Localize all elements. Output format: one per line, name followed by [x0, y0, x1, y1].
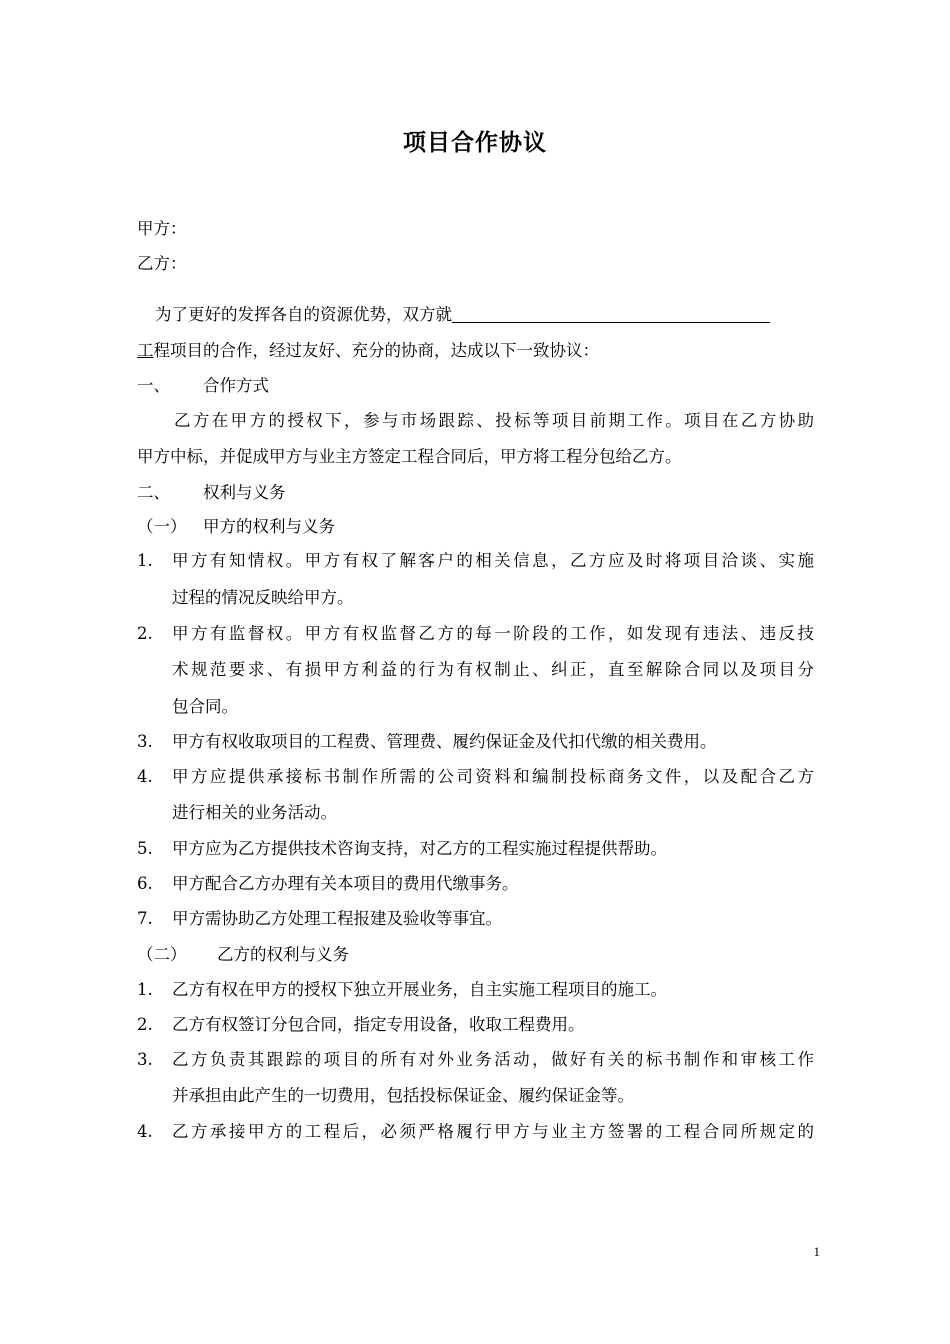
list-item-number: 1.: [137, 980, 153, 999]
list-item-text: 甲方配合乙方办理有关本项目的费用代缴事务。: [172, 874, 519, 893]
section-1-title: 合作方式: [203, 376, 269, 395]
list-item-text: 乙方承接甲方的工程后，必须严格履行甲方与业主方签署的工程合同所规定的: [172, 1122, 814, 1141]
list-item-number: 3.: [137, 1050, 153, 1069]
page-number: 1: [813, 1244, 820, 1259]
list-item-number: 4.: [137, 767, 153, 786]
subsection-1-title: 甲方的权利与义务: [203, 517, 335, 536]
section-1-number: 一、: [137, 376, 170, 395]
section-2-title: 权利与义务: [203, 483, 286, 502]
project-name-blank: [452, 303, 770, 323]
list-item-text: 甲方有权收取项目的工程费、管理费、履约保证金及代扣代缴的相关费用。: [172, 732, 717, 751]
list-item-number: 2.: [137, 624, 153, 643]
intro-paragraph-line1: [155, 303, 770, 326]
intro-text-rest: 程项目的合作，经过友好、充分的协商，达成以下一致协议：: [153, 341, 599, 360]
list-item-number: 7.: [137, 909, 153, 928]
party-a-label: 甲方：: [137, 219, 187, 238]
list-item-text: 甲方应提供承接标书制作所需的公司资料和编制投标商务文件，以及配合乙方: [172, 767, 814, 786]
list-item-text: 甲方需协助乙方处理工程报建及验收等事宜。: [172, 909, 502, 928]
list-item-text: 乙方有权签订分包合同，指定专用设备，收取工程费用。: [172, 1015, 585, 1034]
list-item-text: 甲方应为乙方提供技术咨询支持，对乙方的工程实施过程提供帮助。: [172, 839, 667, 858]
list-item-text: 甲方有监督权。甲方有权监督乙方的每一阶段的工作，如发现有违法、违反技: [172, 624, 814, 643]
list-item-number: 6.: [137, 874, 153, 893]
list-item-number: 2.: [137, 1015, 153, 1034]
section-1-paragraph-line1: 乙方在甲方的授权下，参与市场跟踪、投标等项目前期工作。项目在乙方协助: [174, 411, 814, 430]
intro-text: 为了更好的发挥各自的资源优势，双方就: [155, 305, 452, 324]
list-item-text: 乙方负责其跟踪的项目的所有对外业务活动，做好有关的标书制作和审核工作: [172, 1050, 814, 1069]
list-item-text: 包合同。: [172, 697, 238, 716]
document-title: 项目合作协议: [403, 129, 547, 156]
list-item-text: 并承担由此产生的一切费用，包括投标保证金、履约保证金等。: [172, 1086, 634, 1105]
subsection-1-number: （一）: [137, 517, 187, 536]
section-1-paragraph-line2: 甲方中标，并促成甲方与业主方签定工程合同后，甲方将工程分包给乙方。: [137, 447, 682, 466]
list-item-number: 4.: [137, 1122, 153, 1141]
subsection-2-title: 乙方的权利与义务: [217, 945, 349, 964]
list-item-text: 甲方有知情权。甲方有权了解客户的相关信息，乙方应及时将项目洽谈、实施: [172, 551, 814, 570]
list-item-text: 进行相关的业务活动。: [172, 803, 337, 822]
list-item-text: 乙方有权在甲方的授权下独立开展业务，自主实施工程项目的施工。: [172, 980, 667, 999]
intro-paragraph-line2: [137, 340, 599, 362]
intro-underlined-char: 工: [137, 341, 154, 360]
list-item-number: 5.: [137, 839, 153, 858]
party-b-label: 乙方：: [137, 254, 187, 273]
list-item-text: 过程的情况反映给甲方。: [172, 588, 354, 607]
list-item-text: 术规范要求、有损甲方利益的行为有权制止、纠正，直至解除合同以及项目分: [172, 660, 814, 679]
list-item-number: 1.: [137, 551, 153, 570]
section-2-number: 二、: [137, 483, 170, 502]
subsection-2-number: （二）: [137, 945, 187, 964]
list-item-number: 3.: [137, 732, 153, 751]
